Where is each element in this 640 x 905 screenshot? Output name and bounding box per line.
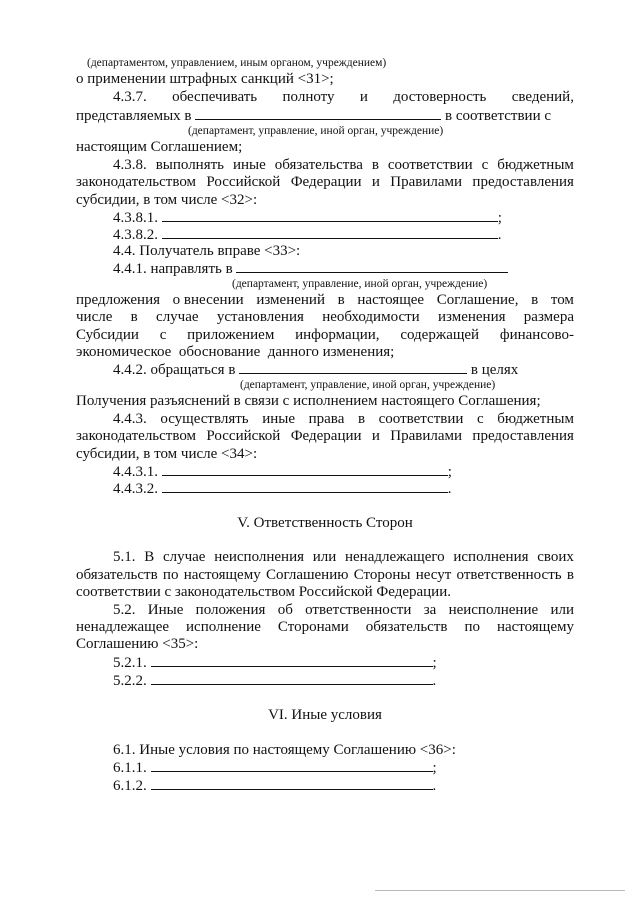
caption-department: (департамент, управление, иной орган, учреждение) [232, 278, 488, 290]
text-line: экономическое обоснование данного изменения; [76, 344, 395, 360]
clause-5-1: 5.1. В случае неисполнения или ненадлежащего исполнения своих [113, 549, 574, 565]
caption-department-instrumental: (департаментом, управлением, иным органом, учреждением) [87, 57, 387, 69]
blank-line [151, 672, 433, 685]
section-heading-5: V. Ответственность Сторон [237, 515, 413, 531]
item-4-3-8-2: 4.3.8.2. . [113, 227, 502, 243]
scan-edge-line [375, 890, 625, 891]
text-line: предложения о внесении изменений в настоящее Соглашение, в том [76, 292, 574, 308]
blank-line [151, 654, 433, 667]
text-line: законодательством Российской Федерации и Правилами предоставления [76, 174, 574, 190]
text-line: настоящим Соглашением; [76, 139, 243, 155]
item-4-3-8-1: 4.3.8.1. ; [113, 210, 502, 226]
text-line: обязательств по настоящему Соглашению Стороны несут ответственность в [76, 567, 574, 583]
text-line: соответствии с законодательством Российской Федерации. [76, 584, 451, 600]
clause-4-4-2: 4.4.2. обращаться в в целях [113, 362, 519, 378]
blank-line [162, 480, 448, 493]
blank-line [151, 777, 433, 790]
blank-line [162, 226, 498, 239]
blank-line [195, 107, 441, 120]
text-line: законодательством Российской Федерации и Правилами предоставления [76, 428, 574, 444]
clause-4-3-8: 4.3.8. выполнять иные обязательства в соответствии с бюджетным [113, 157, 574, 173]
text-line: Получения разъяснений в связи с исполнением настоящего Соглашения; [76, 393, 541, 409]
clause-4-4-3: 4.4.3. осуществлять иные права в соответствии с бюджетным [113, 411, 574, 427]
clause-4-3-7: 4.3.7. обеспечивать полноту и достоверность сведений, [113, 89, 574, 105]
text-line: Субсидии с приложением информации, содержащей финансово- [76, 327, 574, 343]
clause-5-2: 5.2. Иные положения об ответственности за неисполнение или [113, 602, 574, 618]
text-line: субсидии, в том числе <34>: [76, 446, 258, 462]
blank-line [239, 361, 467, 374]
item-4-4-3-1: 4.4.3.1. ; [113, 464, 452, 480]
item-4-4-3-2: 4.4.3.2. . [113, 481, 452, 497]
blank-line [162, 209, 498, 222]
text-line: Соглашению <35>: [76, 636, 199, 652]
item-5-2-1: 5.2.1. ; [113, 655, 437, 671]
section-heading-6: VI. Иные условия [268, 707, 382, 723]
text-line: субсидии, в том числе <32>: [76, 192, 258, 208]
caption-department: (департамент, управление, иной орган, учреждение) [240, 379, 496, 391]
text-line: ненадлежащее исполнение Сторонами обязательств по настоящему [76, 619, 574, 635]
blank-line [236, 260, 508, 273]
item-6-1-2: 6.1.2. . [113, 778, 437, 794]
item-5-2-2: 5.2.2. . [113, 673, 437, 689]
caption-department: (департамент, управление, иной орган, учреждение) [188, 125, 444, 137]
item-6-1-1: 6.1.1. ; [113, 760, 437, 776]
text-line: представляемых в в соответствии с [76, 108, 552, 124]
blank-line [162, 463, 448, 476]
blank-line [151, 759, 433, 772]
clause-4-4-1: 4.4.1. направлять в [113, 260, 508, 278]
text-line: о применении штрафных санкций <31>; [76, 71, 334, 87]
clause-4-4: 4.4. Получатель вправе <33>: [113, 243, 301, 259]
clause-6-1: 6.1. Иные условия по настоящему Соглашению <36>: [113, 742, 456, 758]
text-line: числе в случае установления необходимости изменения размера [76, 309, 574, 325]
